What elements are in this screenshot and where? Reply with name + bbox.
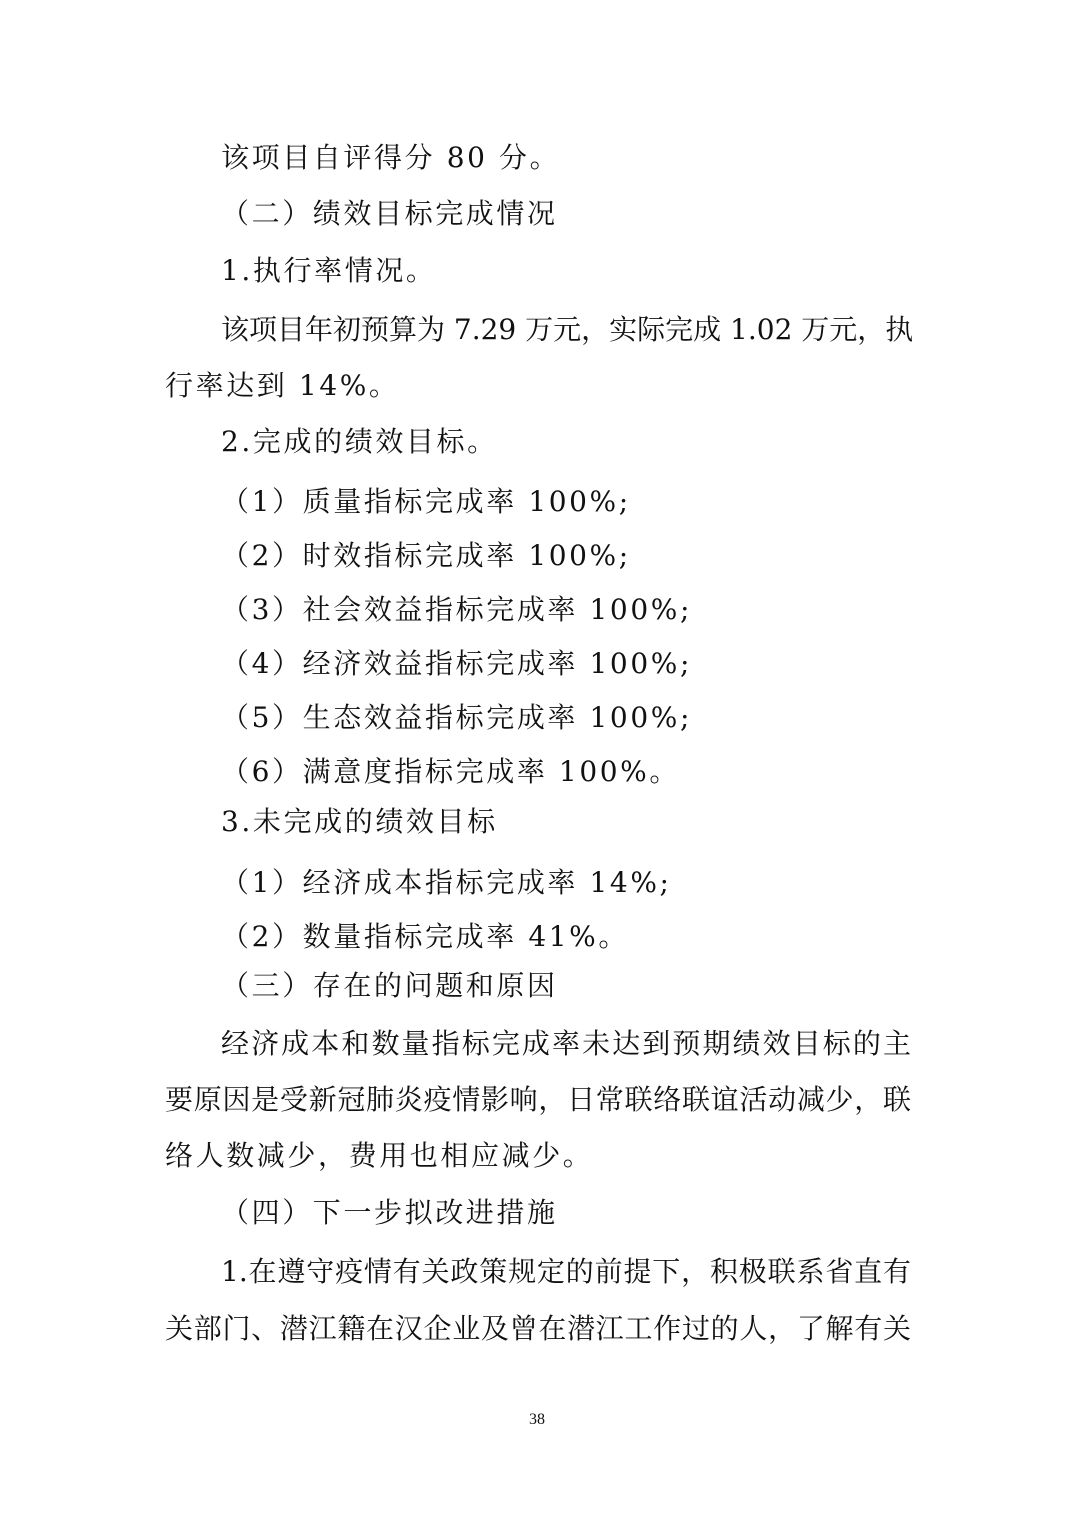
completed-goal-item: （1）质量指标完成率 100%; bbox=[221, 485, 631, 518]
incomplete-goal-item: （1）经济成本指标完成率 14%; bbox=[221, 866, 672, 899]
reason-paragraph-line-1: 经济成本和数量指标完成率未达到预期绩效目标的主 bbox=[221, 1027, 911, 1060]
completed-goal-item: （4）经济效益指标完成率 100%; bbox=[221, 647, 692, 680]
section-heading-4: （四）下一步拟改进措施 bbox=[221, 1196, 558, 1229]
reason-paragraph-line-3: 络人数减少，费用也相应减少。 bbox=[165, 1139, 594, 1172]
budget-paragraph-line-2: 行率达到 14%。 bbox=[165, 369, 400, 402]
subheading-incomplete-goals: 3.未完成的绩效目标 bbox=[221, 805, 498, 838]
completed-goal-item: （6）满意度指标完成率 100%。 bbox=[221, 755, 680, 788]
measure-paragraph-line-1: 1.在遵守疫情有关政策规定的前提下，积极联系省直有 bbox=[221, 1255, 911, 1288]
completed-goal-item: （3）社会效益指标完成率 100%; bbox=[221, 593, 692, 626]
page-number: 38 bbox=[529, 1411, 545, 1428]
reason-paragraph-line-2: 要原因是受新冠肺炎疫情影响，日常联络联谊活动减少，联 bbox=[165, 1083, 911, 1116]
measure-paragraph-line-2: 关部门、潜江籍在汉企业及曾在潜江工作过的人，了解有关 bbox=[165, 1312, 911, 1345]
incomplete-goal-item: （2）数量指标完成率 41%。 bbox=[221, 920, 629, 953]
section-heading-2: （二）绩效目标完成情况 bbox=[221, 197, 558, 230]
subheading-completed-goals: 2.完成的绩效目标。 bbox=[221, 425, 498, 458]
completed-goal-item: （5）生态效益指标完成率 100%; bbox=[221, 701, 692, 734]
subheading-execution-rate: 1.执行率情况。 bbox=[221, 254, 437, 287]
section-heading-3: （三）存在的问题和原因 bbox=[221, 969, 558, 1002]
score-paragraph: 该项目自评得分 80 分。 bbox=[221, 141, 561, 174]
completed-goal-item: （2）时效指标完成率 100%; bbox=[221, 539, 631, 572]
budget-paragraph-line-1: 该项目年初预算为 7.29 万元，实际完成 1.02 万元，执 bbox=[221, 313, 914, 346]
